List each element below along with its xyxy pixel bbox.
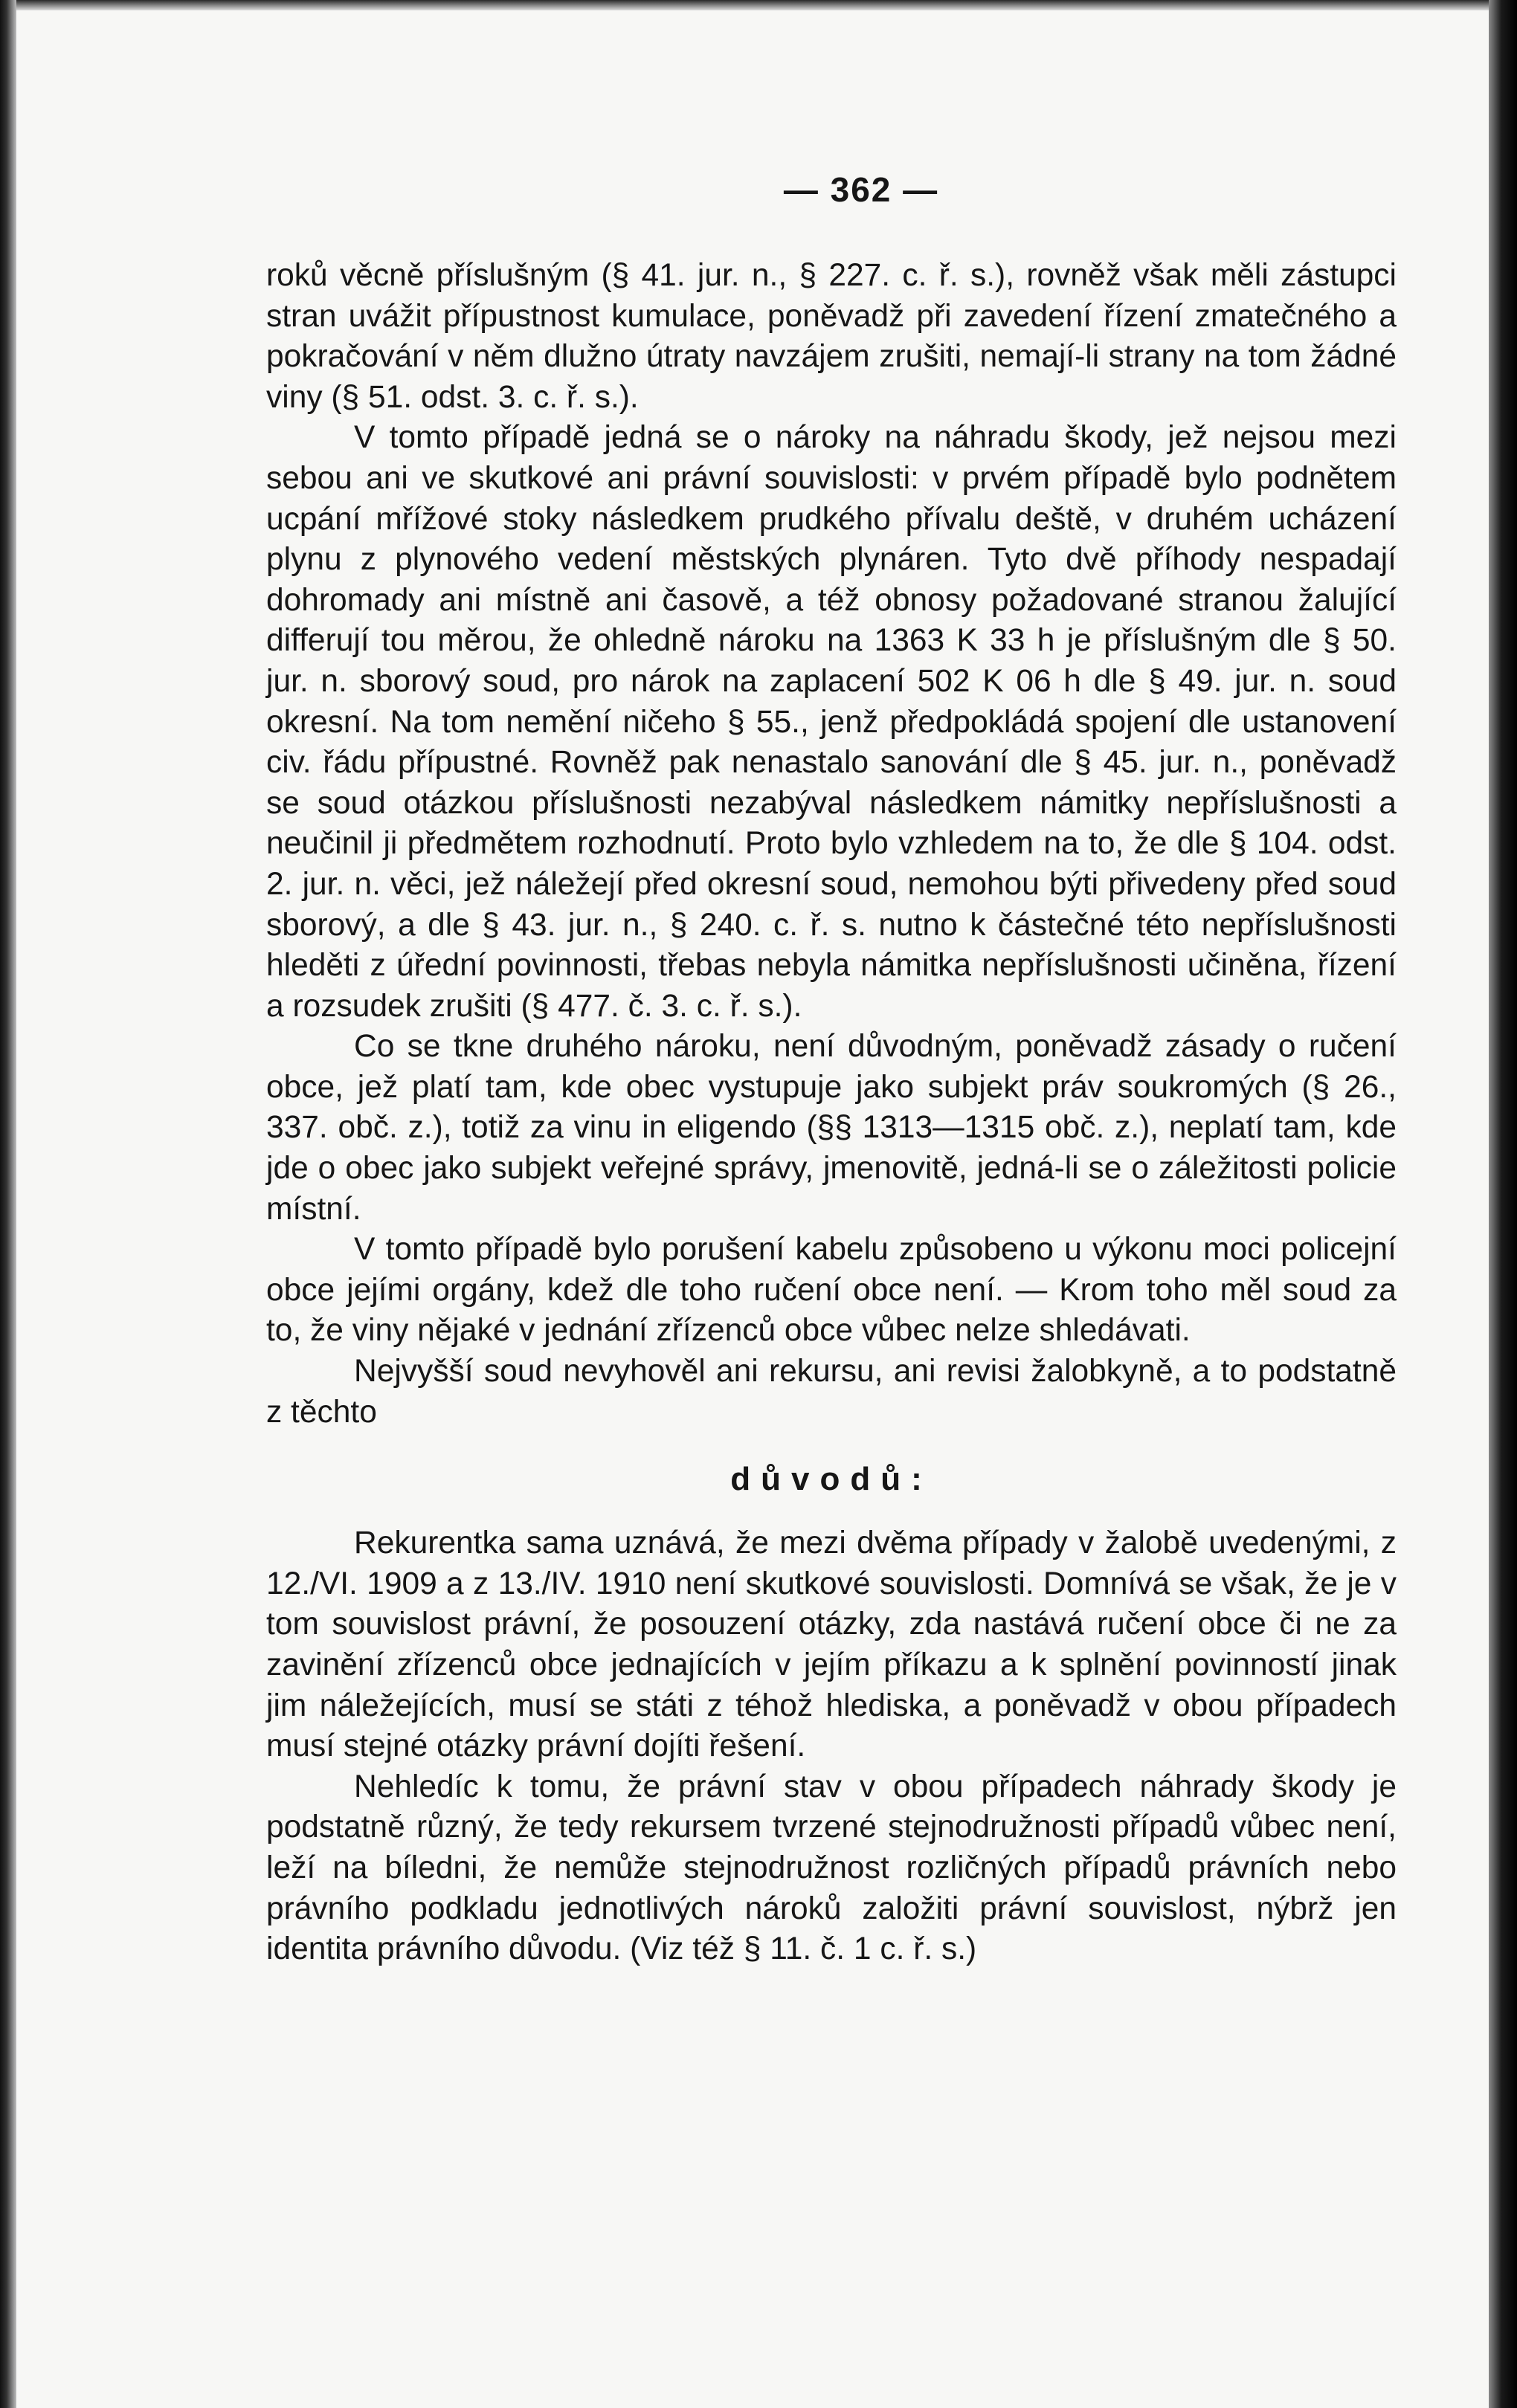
paragraph-supreme-court: Nejvyšší soud nevyhověl ani rekursu, ani revisi žalobkyně, a to podstatně z těchto (266, 1354, 1397, 1430)
paragraph-recurrent: Rekurentka sama uznává, že mezi dvěma případy v žalobě uvedenými, z 12./VI. 1909 a z 13./IV. 1910 není skutkové souvislosti. Domnívá se však, že je v tom souvislost právní, že posouzení otázky, zda nastává ručení obce či ne za zavinění zřízenců obce jednajících v jejím příkazu a k splnění povinností jinak jim náležejících, musí se státi z téhož hlediska, a poněvadž v obou případech musí stejné otázky právní dojíti řešení. (266, 1526, 1397, 1764)
paragraph-police-power: V tomto případě bylo porušení kabelu způsobeno u výkonu moci policejní obce jejími orgány, kdež dle toho ručení obce není. — Krom toho měl soud za to, že viny nějaké v jednání zřízenců obce vůbec nelze shledávati. (266, 1232, 1397, 1349)
scan-edge-top (0, 0, 1517, 10)
scan-edge-left (0, 0, 16, 2408)
page-number: — 362 — (783, 170, 939, 209)
paragraph-claims-jurisdiction: V tomto případě jedná se o nároky na náhradu škody, jež nejsou mezi sebou ani ve skutkové ani právní souvislosti: v prvém případě bylo podnětem ucpání mřížové stoky následkem prudkého přívalu deště, v druhém ucházení plynu z plynového vedení městských plynáren. Tyto dvě příhody nespadají dohromady ani místně ani časově, a též obnosy požadované stranou žalující differují tou měrou, že ohledně nároku na 1363 K 33 h je příslušným dle § 50. jur. n. sborový soud, pro nárok na zaplacení 502 K 06 h dle § 49. jur. n. soud okresní. Na tom nemění ničeho § 55., jenž předpokládá spojení dle ustanovení civ. řádu přípustné. Rovněž pak nenastalo sanování dle § 45. jur. n., poněvadž se soud otázkou příslušnosti nezabýval následkem námitky nepříslušnosti a neučinil ji předmětem rozhodnutí. Proto bylo vzhledem na to, že dle § 104. odst. 2. jur. n. věci, jež náležejí před okresní soud, nemohou býti přivedeny před soud sborový, a dle § 43. jur. n., § 240. c. ř. s. nutno k částečné této nepříslušnosti hleděti z úřední povinnosti, třebas nebyla námitka nepříslušnosti učiněna, řízení a rozsudek zrušiti (§ 477. č. 3. c. ř. s.). (266, 420, 1397, 1024)
scan-edge-right (1489, 0, 1517, 2408)
paragraph-second-claim: Co se tkne druhého nároku, není důvodným, poněvadž zásady o ručení obce, jež platí tam, kde obec vystupuje jako subjekt práv soukromých (§ 26., 337. obč. z.), totiž za vinu in eligendo (§§ 1313—1315 obč. z.), neplatí tam, kde jde o obec jako subjekt veřejné správy, jmenovitě, jedná-li se o záležitosti policie místní. (266, 1029, 1397, 1227)
paragraph-conclusion: Nehledíc k tomu, že právní stav v obou případech náhrady škody je podstatně různý, že tedy rekursem tvrzené stejnodružnosti případů vůbec není, leží na bíledni, že nemůže stejnodružnost rozličných případů právních nebo právního podkladu jednotlivých nároků založiti právní souvislost, nýbrž jen identita právního důvodu. (Viz též § 11. č. 1 c. ř. s.) (266, 1769, 1397, 1967)
section-heading-reasons: důvodů: (730, 1461, 933, 1498)
paragraph-continuation: roků věcně příslušným (§ 41. jur. n., § 227. c. ř. s.), rovněž však měli zástupci stran uvážit přípustnost kumulace, poněvadž při zavedení řízení zmatečného a pokračování v něm dlužno útraty navzájem zrušiti, nemají-li strany na tom žádné viny (§ 51. odst. 3. c. ř. s.). (266, 258, 1397, 415)
document-page (266, 170, 1397, 1970)
